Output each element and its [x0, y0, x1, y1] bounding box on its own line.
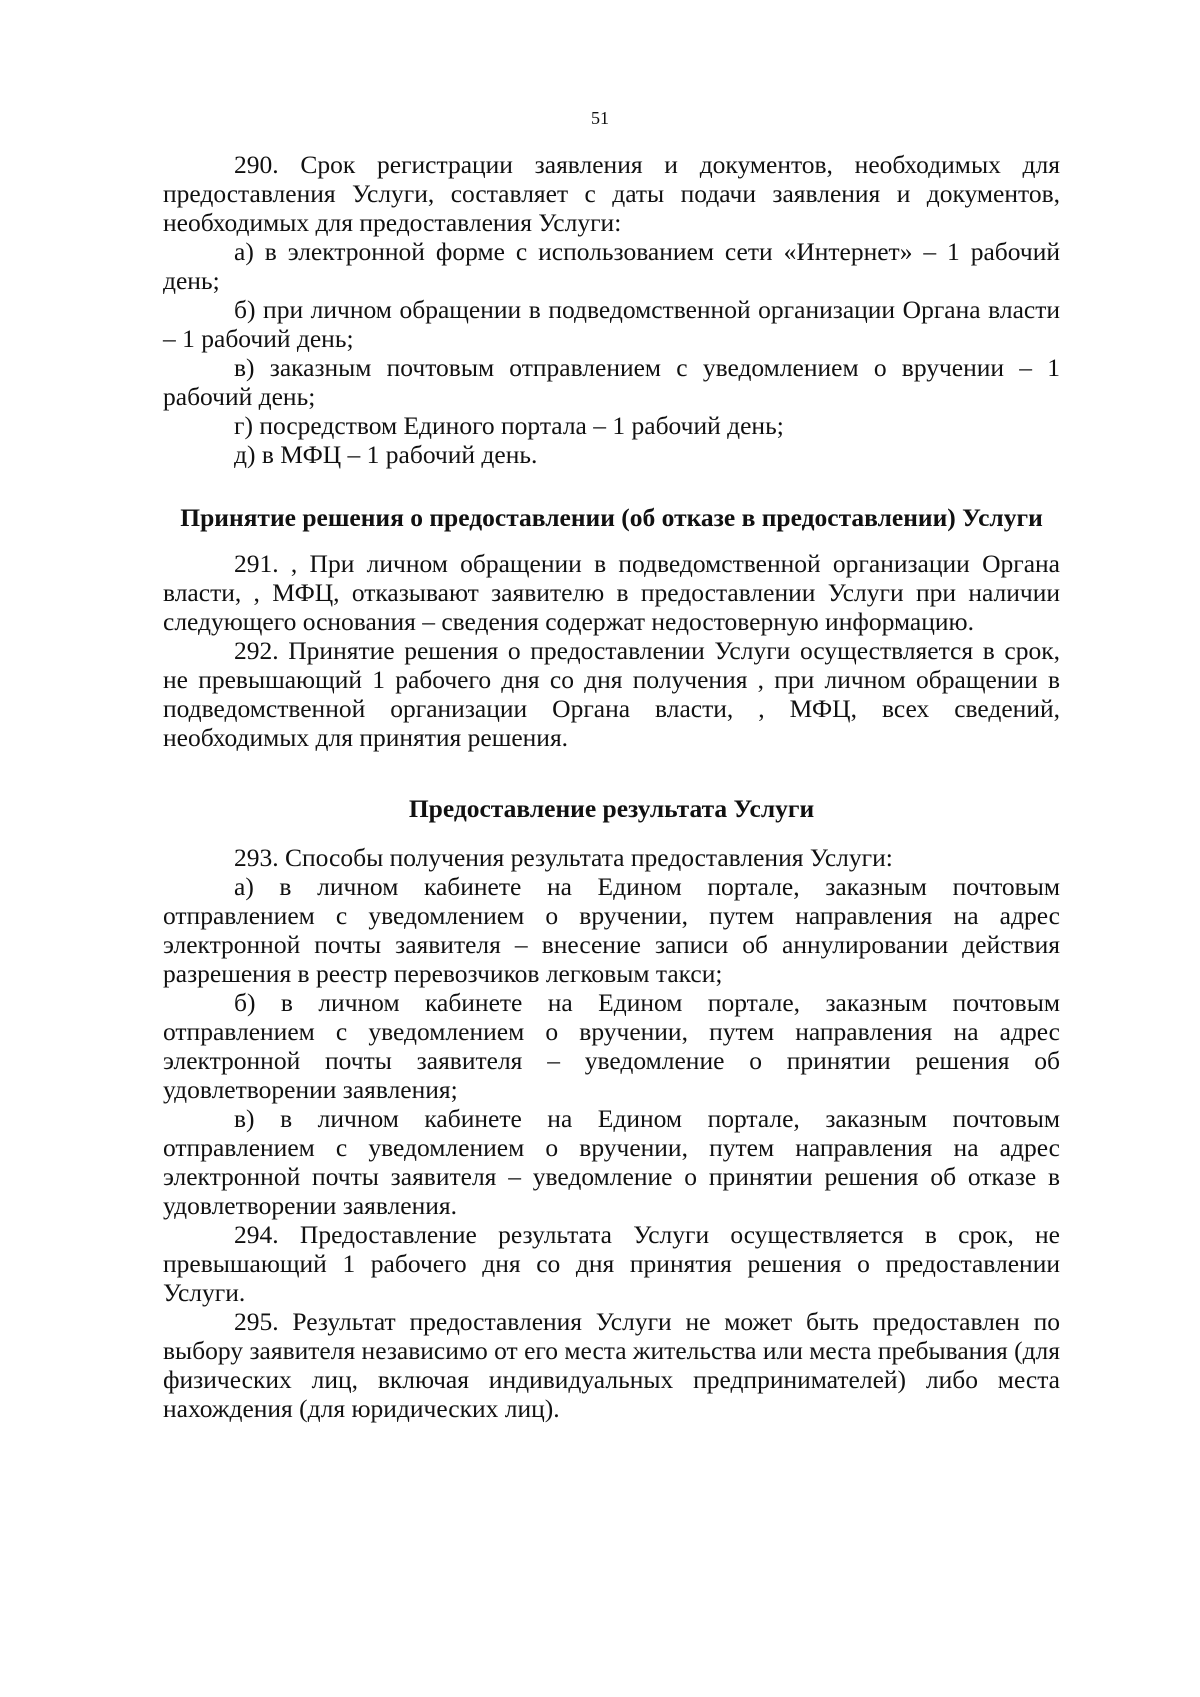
paragraph-295: 295. Результат предоставления Услуги не может быть предоставлен по выбору заявителя независимо от его места жительства или места пребывания (для физических лиц, включая индивидуальных предпринимателей) либо места нахождения (для юридических лиц). — [163, 1307, 1060, 1423]
list-item-290-b: б) при личном обращении в подведомственной организации Органа власти – 1 рабочий день; — [163, 295, 1060, 353]
paragraph-290: 290. Срок регистрации заявления и документов, необходимых для предоставления Услуги, составляет с даты подачи заявления и документов, необходимых для предоставления Услуги: — [163, 150, 1060, 237]
list-item-290-a: а) в электронной форме с использованием сети «Интернет» – 1 рабочий день; — [163, 237, 1060, 295]
list-item-293-b: б) в личном кабинете на Едином портале, заказным почтовым отправлением с уведомлением о вручении, путем направления на адрес электронной почты заявителя – уведомление о принятии решения об удовлетворении заявления; — [163, 988, 1060, 1104]
section-heading-result: Предоставление результата Услуги — [408, 794, 815, 823]
list-item-290-e: д) в МФЦ – 1 рабочий день. — [234, 440, 538, 469]
page-number: 51 — [591, 108, 609, 128]
list-item-293-c: в) в личном кабинете на Едином портале, заказным почтовым отправлением с уведомлением о вручении, путем направления на адрес электронной почты заявителя – уведомление о принятии решения об отказе в удовлетворении заявления. — [163, 1104, 1060, 1220]
section-heading-decision: Принятие решения о предоставлении (об отказе в предоставлении) Услуги — [180, 503, 1043, 532]
paragraph-293: 293. Способы получения результата предоставления Услуги: — [234, 843, 893, 872]
paragraph-294: 294. Предоставление результата Услуги осуществляется в срок, не превышающий 1 рабочего дня со дня принятия решения о предоставлении Услуги. — [163, 1220, 1060, 1307]
list-item-293-a: а) в личном кабинете на Едином портале, заказным почтовым отправлением с уведомлением о вручении, путем направления на адрес электронной почты заявителя – внесение записи об аннулировании действия разрешения в реестр перевозчиков легковым такси; — [163, 872, 1060, 988]
list-item-290-c: в) заказным почтовым отправлением с уведомлением о вручении – 1 рабочий день; — [163, 353, 1060, 411]
paragraph-292: 292. Принятие решения о предоставлении Услуги осуществляется в срок, не превышающий 1 рабочего дня со дня получения , при личном обращении в подведомственной организации Органа власти, , МФЦ, всех сведений, необходимых для принятия решения. — [163, 636, 1060, 752]
list-item-290-d: г) посредством Единого портала – 1 рабочий день; — [234, 411, 784, 440]
paragraph-291: 291. , При личном обращении в подведомственной организации Органа власти, , МФЦ, отказывают заявителю в предоставлении Услуги при наличии следующего основания – сведения содержат недостоверную информацию. — [163, 549, 1060, 636]
page-content — [163, 150, 1060, 1423]
